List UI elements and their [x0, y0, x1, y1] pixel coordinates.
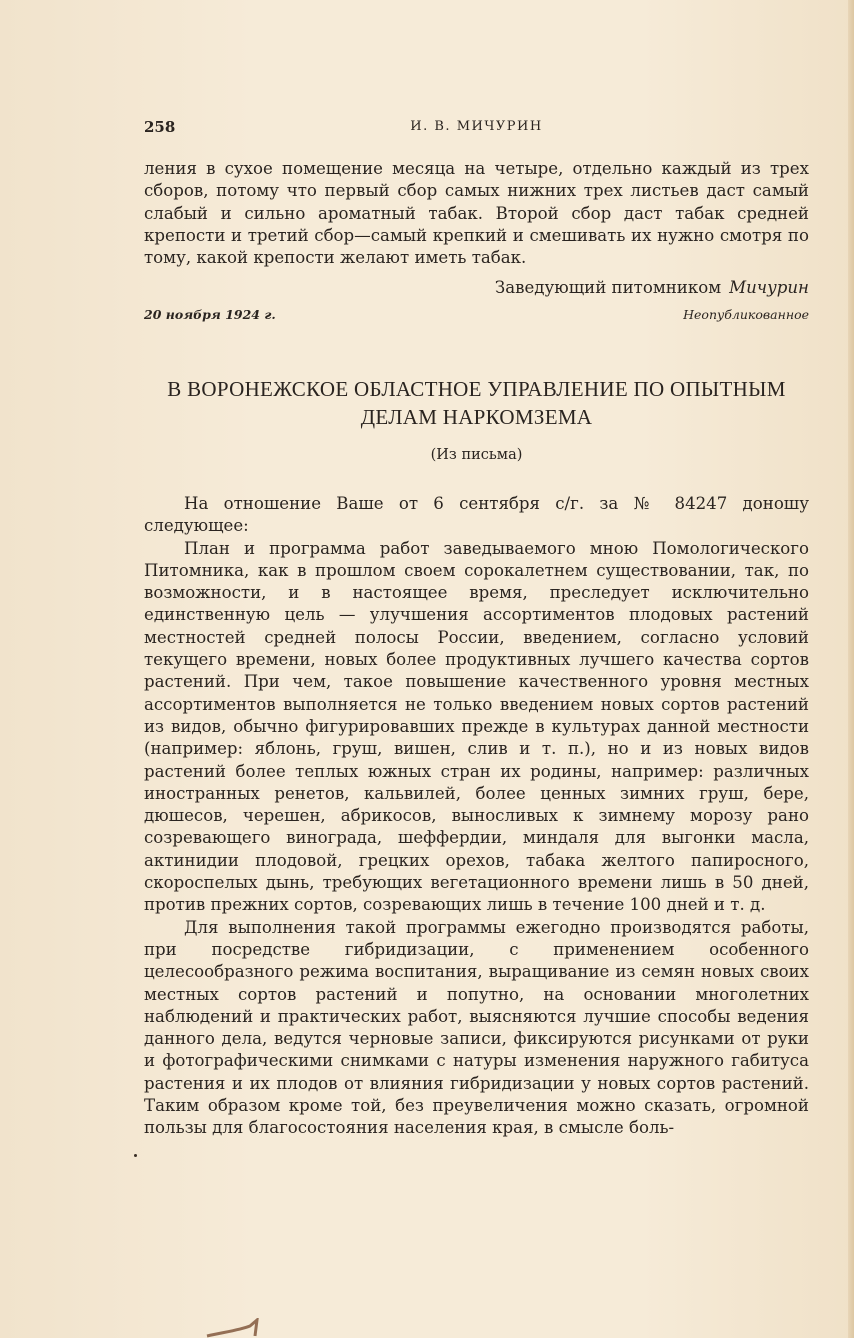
page-edge	[848, 0, 854, 1338]
article-title-line-1: В ВОРОНЕЖСКОЕ ОБЛАСТНОЕ УПРАВЛЕНИЕ ПО ОПЫТНЫМ	[167, 377, 786, 401]
signature-title: Заведующий питомником	[494, 278, 722, 297]
signature-line	[144, 278, 809, 297]
publication-note: Неопубликованное	[683, 307, 809, 322]
article-title-line-2: ДЕЛАМ НАРКОМЗЕМА	[360, 405, 593, 429]
letter-date: 20 ноября 1924 г.	[144, 307, 276, 322]
paragraph-3: Для выполнения такой программы ежегодно производятся работы, при посредстве гибридизации, с применением особенного целесообразного режима воспитания, выращивание из семян новых своих местных сортов растений и попутно, на основании многолетних наблюдений и практических работ, выясняются лучшие способы ведения данного дела, ведутся черновые записи, фиксируются рисунками от руки и фотографическими снимками с натуры изменения наружного габитуса растения и их плодов от влияния гибридизации у новых сортов растений. Таким образом кроме той, без преувеличения можно сказать, огромной пользы для благосостояния населения края, в смысле боль-	[144, 917, 809, 1138]
paragraph-2: План и программа работ заведываемого мною Помологического Питомника, как в прошлом своем сорокалетнем существовании, так, по возможности, и в настоящее время, преследует исключительно единственную цель — улучшения ассортиментов плодовых растений местностей средней полосы России, введением, согласно условий текущего времени, новых более продуктивных лучшего качества сортов растений. При чем, такое повышение качественного уровня местных ассортиментов выполняется не только введением новых сортов растений из видов, обычно фигурировавших прежде в культурах данной местности (например: яблонь, груш, вишен, слив и т. п.), но и из новых видов растений более теплых южных стран их родины, например: различных иностранных ренетов, кальвилей, более ценных зимних груш, бере, дюшесов, черешен, абрикосов, выносливых к зимнему морозу рано созревающего винограда, шеффердии, миндаля для выгонки масла, актинидии плодовой, грецких орехов, табака желтого папиросного, скороспелых дынь, требующих вегетационного времени лишь в 50 дней, против прежних сортов, созревающих лишь в течение 100 дней и т. д.	[144, 538, 809, 915]
article-subtitle: (Из письма)	[430, 447, 523, 463]
margin-mark	[134, 1154, 137, 1157]
running-head: И. В. МИЧУРИН	[410, 119, 543, 134]
page-header	[144, 118, 809, 140]
signature-name: Мичурин	[729, 278, 809, 297]
page-number: 258	[144, 118, 176, 136]
paragraph-1: На отношение Ваше от 6 сентября с/г. за № 84247 доношу следующее:	[144, 494, 809, 536]
continuation-text	[144, 158, 809, 269]
continuation-paragraph: ления в сухое помещение месяца на четыре, отдельно каждый из трех сборов, потому что первый сбор самых нижних трех листьев даст самый слабый и сильно ароматный табак. Второй сбор даст табак средней крепости и третий сбор—самый крепкий и смешивать их нужно смотря по тому, какой крепости желают иметь табак.	[144, 159, 809, 268]
ink-smudge	[205, 1318, 265, 1338]
article-body	[144, 493, 809, 1140]
article-title	[144, 375, 809, 431]
